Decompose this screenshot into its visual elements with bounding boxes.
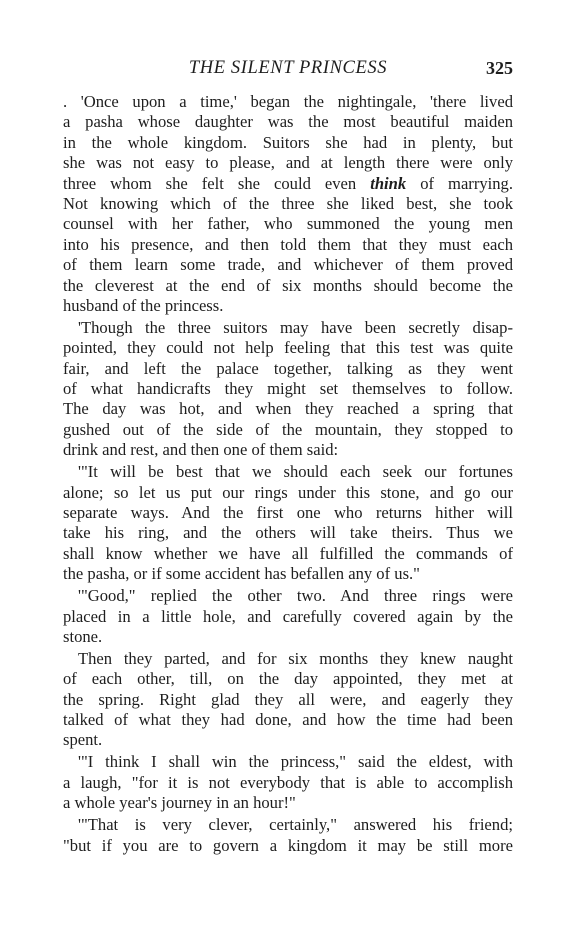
text-line: drink and rest, and then one of them said: <box>63 440 339 460</box>
text-line: a laugh, "for it is not everybody that is able to accomplish <box>63 772 513 792</box>
text-line: pointed, they could not help feeling that this test was quite <box>63 338 513 358</box>
text-line: the spring. Right glad they all were, and eagerly they <box>63 689 513 709</box>
text-line: The day was hot, and when they reached a spring that <box>63 399 513 419</box>
text-line: alone; so let us put our rings under this stone, and go our <box>63 482 513 502</box>
text-line: '"That is very clever, certainly," answered his friend; <box>78 815 513 835</box>
text-line: spent. <box>63 730 103 750</box>
text-line: husband of the princess. <box>63 295 224 315</box>
text-line: Not knowing which of the three she liked best, she took <box>63 193 513 213</box>
text-line: of them learn some trade, and whichever of them proved <box>63 255 513 275</box>
text-line: talked of what they had done, and how the time had been <box>63 710 513 730</box>
text-line: in the whole kingdom. Suitors she had in plenty, but <box>63 132 513 152</box>
text-line: '"I think I shall win the princess," said the eldest, with <box>78 752 513 772</box>
text-line <box>63 174 513 194</box>
text-line: stone. <box>63 626 103 646</box>
text-line: '"Good," replied the other two. And three rings were <box>78 586 513 606</box>
text-line: fair, and left the palace together, talking as they went <box>63 358 513 378</box>
emphasized-word: think <box>370 173 407 193</box>
page-number: 325 <box>486 58 513 78</box>
text-line: she was not easy to please, and at length there were only <box>63 153 513 173</box>
text-line: counsel with her father, who summoned the young men <box>63 214 513 234</box>
text-line: of each other, till, on the day appointed, they met at <box>63 669 513 689</box>
text-line: Then they parted, and for six months they knew naught <box>78 648 513 668</box>
text-line: of what handicrafts they might set themselves to follow. <box>63 379 513 399</box>
text-segment: three whom she felt she could even <box>63 173 371 193</box>
text-line: placed in a little hole, and carefully covered again by the <box>63 606 513 626</box>
text-line: a pasha whose daughter was the most beautiful maiden <box>63 112 513 132</box>
body-text <box>63 92 513 856</box>
text-segment: of marrying. <box>406 173 514 193</box>
text-line: the pasha, or if some accident has befallen any of us." <box>63 564 420 584</box>
text-line: the cleverest at the end of six months should become the <box>63 275 513 295</box>
text-line: a whole year's journey in an hour!" <box>63 793 296 813</box>
running-title: THE SILENT PRINCESS <box>188 58 388 78</box>
text-line: '"It will be best that we should each seek our fortunes <box>78 462 513 482</box>
text-line: into his presence, and then told them that they must each <box>63 234 513 254</box>
text-line: "but if you are to govern a kingdom it may be still more <box>63 835 513 855</box>
text-line: gushed out of the side of the mountain, they stopped to <box>63 419 513 439</box>
text-line: separate ways. And the first one who returns hither will <box>63 503 513 522</box>
text-line: shall know whether we have all fulfilled the commands of <box>63 543 513 563</box>
text-line: . 'Once upon a time,' began the nightingale, 'there lived <box>63 92 513 111</box>
page-header <box>63 58 513 84</box>
text-line: take his ring, and the others will take theirs. Thus we <box>63 523 513 543</box>
text-line: 'Though the three suitors may have been secretly disap- <box>78 317 513 337</box>
